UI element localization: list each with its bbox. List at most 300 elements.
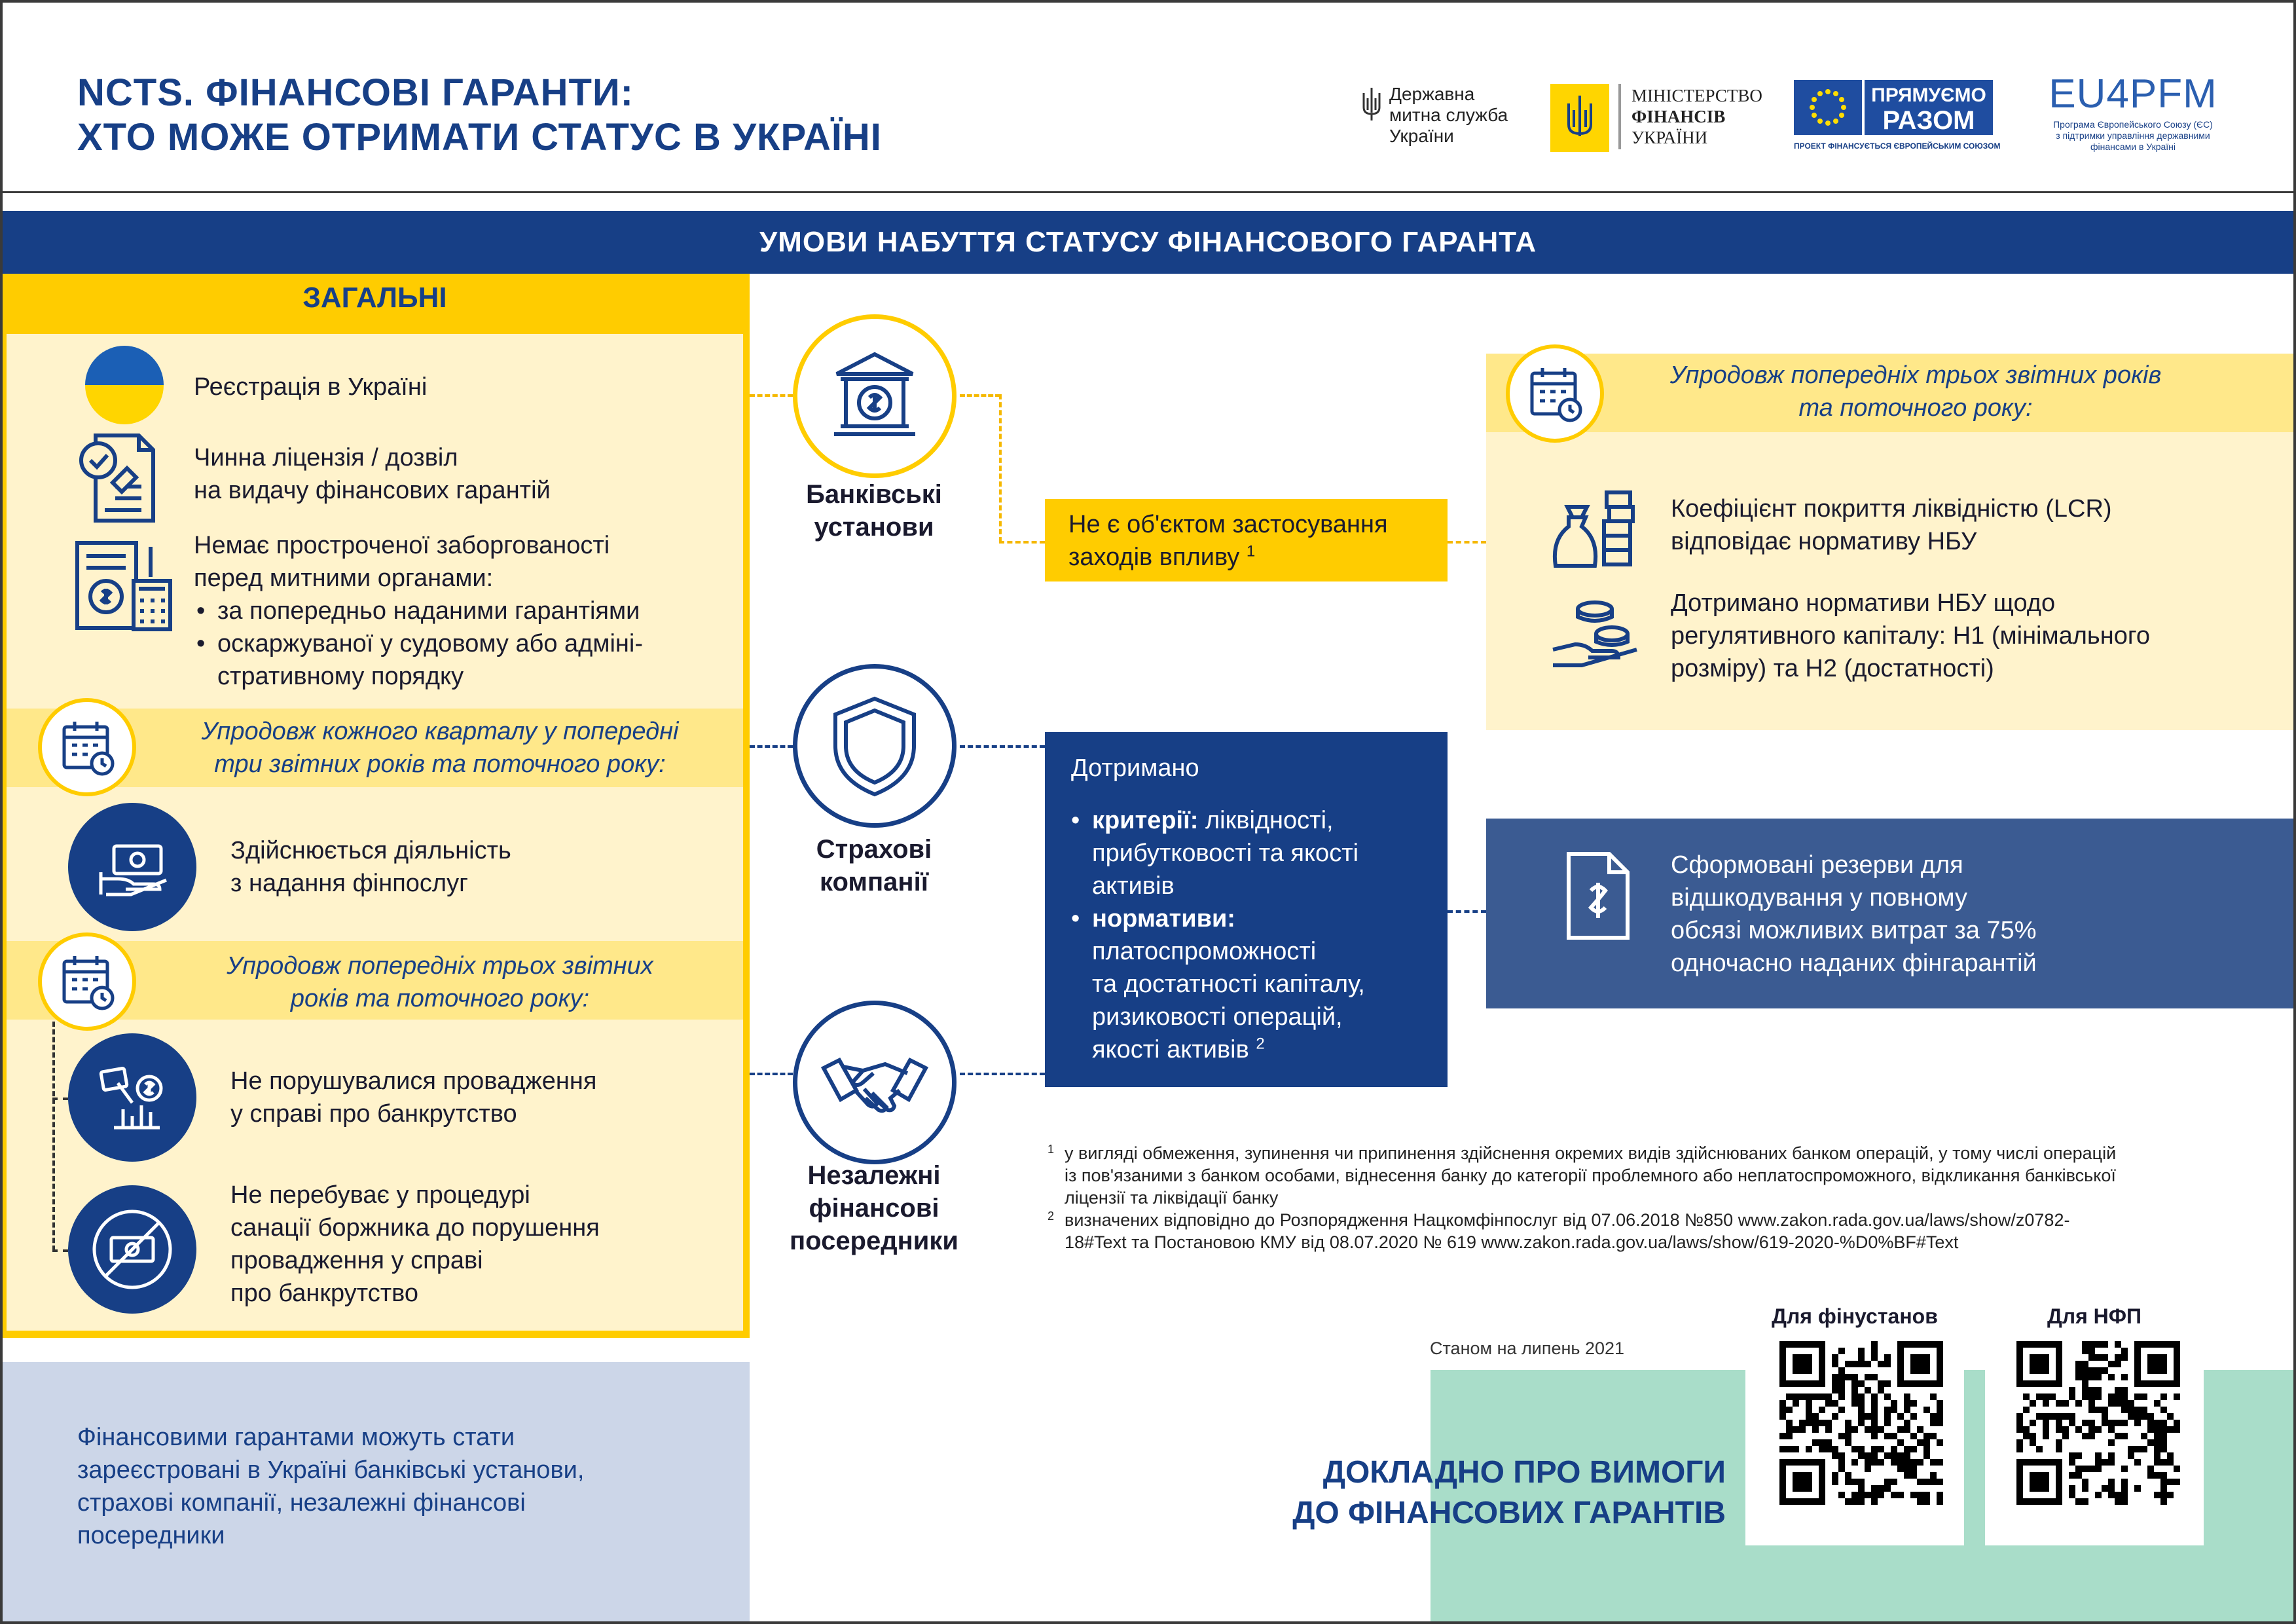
qr-module: [2134, 1485, 2141, 1492]
qr-module: [1779, 1407, 1786, 1413]
money-bag-coins-icon: [1549, 481, 1641, 572]
qr-module: [1825, 1420, 1832, 1426]
calendar-icon-2: [38, 932, 136, 1031]
qr-module: [1819, 1407, 1825, 1413]
qr-module: [1845, 1374, 1851, 1380]
summary-text: Фінансовими гарантами можуть стати зареєстровані в Україні банківські установи, страхові компанії, незалежні фінансові посередники: [77, 1424, 585, 1549]
qr-module: [1838, 1492, 1845, 1498]
criteria-item: • критерії: ліквідності, прибутковості та якості активів: [1071, 804, 1421, 902]
qr-module: [2121, 1420, 2128, 1426]
qr-module: [2082, 1348, 2088, 1354]
qr-module: [2023, 1407, 2030, 1413]
qr-module: [2069, 1393, 2075, 1400]
connector-line: [750, 394, 793, 397]
qr-module: [1838, 1387, 1845, 1393]
qr-module: [1858, 1446, 1865, 1452]
qr-module: [2121, 1492, 2128, 1498]
qr-module: [1825, 1393, 1832, 1400]
qr-module: [2062, 1413, 2069, 1420]
connector-line: [1448, 541, 1486, 544]
qr-module: [2121, 1348, 2128, 1354]
qr-module: [2154, 1400, 2160, 1407]
qr-module: [2095, 1374, 2102, 1380]
qr-module: [1897, 1492, 1904, 1498]
qr-module: [1812, 1426, 1819, 1433]
qr-module: [2069, 1452, 2075, 1459]
qr-module: [2082, 1485, 2088, 1492]
qr-module: [2108, 1426, 2115, 1433]
qr-module: [2095, 1393, 2102, 1400]
eu-flag-icon: [1794, 80, 1862, 135]
qr-module: [2174, 1426, 2180, 1433]
qr-module: [1858, 1407, 1865, 1413]
qr-module: [1930, 1413, 1937, 1420]
reserves-text: Сформовані резерви для відшкодування у повному обсязі можливих витрат за 75% одночасно наданих фінгарантій: [1671, 851, 2037, 977]
qr-module: [1825, 1426, 1832, 1433]
qr-module: [1858, 1452, 1865, 1459]
qr-module: [1812, 1413, 1819, 1420]
qr-module: [1871, 1400, 1878, 1407]
qr-module: [1923, 1498, 1930, 1505]
qr-module: [1793, 1426, 1799, 1433]
qr-module: [1923, 1433, 1930, 1439]
header-divider: [0, 191, 2296, 193]
qr-module: [2167, 1413, 2174, 1420]
qr-module: [1858, 1485, 1865, 1492]
connector-line: [999, 541, 1045, 544]
qr-module: [1851, 1479, 1858, 1485]
qr-module: [1812, 1420, 1819, 1426]
qr-module: [2121, 1407, 2128, 1413]
qr-module: [1819, 1420, 1825, 1426]
qr-module: [1937, 1407, 1943, 1413]
qr-module: [1806, 1393, 1812, 1400]
qr-module: [2082, 1380, 2088, 1387]
qr-module: [2095, 1407, 2102, 1413]
qr-module: [2160, 1393, 2167, 1400]
qr-module: [2167, 1492, 2174, 1498]
qr-module: [2088, 1433, 2095, 1439]
qr-module: [2160, 1433, 2167, 1439]
norms-item: • нормативи: платоспроможності та достатності капіталу, ризиковості операцій, якості активів $^2$: [1071, 902, 1421, 1066]
qr-module: [1786, 1446, 1793, 1452]
qr-module: [1865, 1492, 1871, 1498]
qr-module: [1937, 1479, 1943, 1485]
qr-module: [1845, 1472, 1851, 1479]
qr-module: [2016, 1420, 2023, 1426]
qr-module: [2147, 1439, 2154, 1446]
qr-module: [1910, 1413, 1917, 1420]
qr-module: [1904, 1426, 1910, 1433]
qr-module: [2160, 1485, 2167, 1492]
qr-module: [2147, 1472, 2154, 1479]
qr-module: [2095, 1452, 2102, 1459]
qr-module: [2141, 1413, 2147, 1420]
qr-code-fin[interactable]: [1779, 1341, 1969, 1531]
qr-module: [2102, 1413, 2108, 1420]
qr-module: [2115, 1420, 2121, 1426]
ukraine-flag-icon: [85, 346, 164, 424]
qr-module: [1838, 1466, 1845, 1472]
qr-module: [1865, 1426, 1871, 1433]
qr-module: [1871, 1393, 1878, 1400]
no-sanctions-box: Не є об'єктом застосування заходів впливу $^1$: [1045, 499, 1448, 581]
connector-line: [960, 745, 1045, 748]
qr-module: [2108, 1459, 2115, 1466]
qr-module: [1878, 1485, 1884, 1492]
qr-module: [2115, 1341, 2121, 1348]
qr-module: [2095, 1387, 2102, 1393]
qr-module: [1806, 1400, 1812, 1407]
qr-module: [2095, 1426, 2102, 1433]
qr-module: [1884, 1479, 1891, 1485]
qr-module: [2154, 1439, 2160, 1446]
ministry-emblem-icon: [1550, 84, 1609, 152]
qr-module: [1832, 1380, 1838, 1387]
qr-module: [2115, 1393, 2121, 1400]
qr-module: [2121, 1433, 2128, 1439]
qr-module: [1891, 1492, 1897, 1498]
qr-module: [2134, 1413, 2141, 1420]
qr-module: [1878, 1361, 1884, 1367]
qr-module: [1838, 1348, 1845, 1354]
connector-line: [52, 1249, 68, 1252]
qr-module: [2088, 1348, 2095, 1354]
bankruptcy-gavel-icon: [68, 1033, 196, 1162]
qr-module: [2023, 1393, 2030, 1400]
connector-line: [1448, 910, 1486, 913]
qr-module: [2088, 1407, 2095, 1413]
qr-module: [1806, 1446, 1812, 1452]
qr-module: [2095, 1466, 2102, 1472]
qr-module: [2056, 1426, 2062, 1433]
qr-module: [2056, 1446, 2062, 1452]
eu4pfm-logo: EU4PFM Програма Європейського Союзу (ЄС) з підтримки управління державними фінансами в Україні: [2049, 71, 2217, 152]
qr-module: [2121, 1485, 2128, 1492]
qr-module: [2108, 1374, 2115, 1380]
qr-module: [1878, 1459, 1884, 1466]
qr-module: [2115, 1400, 2121, 1407]
qr-module: [2069, 1492, 2075, 1498]
financial-service-icon: [68, 803, 196, 931]
qr-module: [1819, 1446, 1825, 1452]
qr-module: [2075, 1498, 2082, 1505]
qr-module: [1779, 1413, 1786, 1420]
qr-module: [1865, 1452, 1871, 1459]
nfi-label: Незалежні фінансові посередники: [790, 1161, 958, 1255]
qr-module: [2088, 1387, 2095, 1393]
document-dollar-icon: [1562, 850, 1634, 942]
qr-module: [2134, 1420, 2141, 1426]
qr-module: [2056, 1439, 2062, 1446]
qr-module: [1819, 1439, 1825, 1446]
qr-module: [2115, 1361, 2121, 1367]
qr-module: [2160, 1498, 2167, 1505]
qr-module: [1878, 1380, 1884, 1387]
qr-module: [2121, 1393, 2128, 1400]
qr-module: [2095, 1367, 2102, 1374]
qr-module: [1779, 1433, 1786, 1439]
qr-module: [1904, 1400, 1910, 1407]
qr-code-nfp[interactable]: [2016, 1341, 2206, 1531]
qr-module: [1845, 1426, 1851, 1433]
qr-module: [1897, 1459, 1904, 1466]
qr-module: [1865, 1459, 1871, 1466]
qr-module: [1891, 1446, 1897, 1452]
qr-module: [2115, 1354, 2121, 1361]
qr-module: [1845, 1361, 1851, 1367]
qr-module: [1884, 1433, 1891, 1439]
qr-module: [1884, 1485, 1891, 1492]
qr-module: [1838, 1380, 1845, 1387]
qr-module: [1858, 1400, 1865, 1407]
qr-module: [2174, 1466, 2180, 1472]
qr-module: [2160, 1446, 2167, 1452]
qr-module: [1825, 1439, 1832, 1446]
qr-module: [1838, 1374, 1845, 1380]
qr-module: [1819, 1393, 1825, 1400]
qr-module: [1937, 1420, 1943, 1426]
qr-module: [1799, 1426, 1806, 1433]
trident-icon: [1360, 86, 1383, 122]
qr-module: [2082, 1433, 2088, 1439]
qr-module: [1884, 1407, 1891, 1413]
qr-module: [1897, 1439, 1904, 1446]
qr-module: [1858, 1393, 1865, 1400]
qr-module: [2108, 1485, 2115, 1492]
qr-module: [2108, 1479, 2115, 1485]
hand-coins-icon: [1549, 597, 1641, 676]
general-heading: ЗАГАЛЬНІ: [302, 282, 447, 314]
qr-module: [2043, 1400, 2049, 1407]
qr-label-nfp: Для НФП: [2047, 1304, 2142, 1328]
qr-module: [1779, 1446, 1786, 1452]
connector-line: [750, 1073, 793, 1075]
qr-module: [2174, 1393, 2180, 1400]
qr-module: [2108, 1492, 2115, 1498]
connector-line: [750, 745, 793, 748]
qr-module: [2069, 1472, 2075, 1479]
qr-module: [1812, 1439, 1819, 1446]
qr-module: [2082, 1393, 2088, 1400]
qr-module: [2147, 1426, 2154, 1433]
qr-module: [1832, 1354, 1838, 1361]
qr-module: [2062, 1400, 2069, 1407]
qr-module: [2095, 1459, 2102, 1466]
qr-module: [1786, 1407, 1793, 1413]
qr-module: [2036, 1413, 2043, 1420]
qr-module: [2160, 1459, 2167, 1466]
qr-module: [1923, 1452, 1930, 1459]
qr-module: [1910, 1433, 1917, 1439]
qr-module: [1910, 1492, 1917, 1498]
qr-module: [1878, 1492, 1884, 1498]
qr-module: [2043, 1420, 2049, 1426]
qr-module: [2147, 1413, 2154, 1420]
qr-module: [1904, 1466, 1910, 1472]
qr-module: [1851, 1393, 1858, 1400]
footnotes: 1 у вигляді обмеження, зупинення чи припинення здійснення окремих видів здійснюваних банком операцій, у тому числі операцій із пов'язаними з банком особами, віднесення банку до категорії проблемного або неплатоспроможного, відкликання банківської ліцензії та ліквідації банку 2 визначених відповідно до Розпорядження Нацкомфінпослуг від 07.06.2018 №850 www.zakon.rada.gov.ua/laws/show/z0782- 18#Text та Постановою КМУ від 08.07.2020 № 619 www.zakon.rada.gov.ua/laws/show/619-2020-%D0%BF#Text: [1048, 1143, 2117, 1252]
qr-module: [1878, 1446, 1884, 1452]
qr-module: [1871, 1407, 1878, 1413]
calendar-icon-3: [1506, 344, 1604, 443]
qr-module: [1871, 1446, 1878, 1452]
qr-module: [1930, 1479, 1937, 1485]
qr-module: [1904, 1420, 1910, 1426]
qr-module: [1917, 1439, 1923, 1446]
qr-module: [2160, 1426, 2167, 1433]
qr-module: [1838, 1393, 1845, 1400]
qr-module: [1812, 1393, 1819, 1400]
qr-module: [2134, 1407, 2141, 1413]
qr-module: [2088, 1341, 2095, 1348]
qr-label-fin: Для фінустанов: [1772, 1304, 1938, 1328]
qr-module: [1871, 1413, 1878, 1420]
qr-module: [1806, 1420, 1812, 1426]
connector-line: [52, 1098, 68, 1100]
qr-module: [1858, 1498, 1865, 1505]
qr-module: [2075, 1466, 2082, 1472]
qr-module: [2088, 1420, 2095, 1426]
qr-module: [2160, 1479, 2167, 1485]
bank-years-subhead: Упродовж попередніх трьох звітних років та поточного року:: [1669, 361, 2162, 422]
qr-module: [2062, 1426, 2069, 1433]
qr-module: [1786, 1393, 1793, 1400]
qr-module: [1937, 1439, 1943, 1446]
qr-module: [1851, 1380, 1858, 1387]
qr-module: [2115, 1492, 2121, 1498]
qr-module: [1923, 1407, 1930, 1413]
bank-icon: [793, 314, 957, 478]
qr-module: [1851, 1446, 1858, 1452]
qr-module: [1838, 1459, 1845, 1466]
qr-module: [2141, 1433, 2147, 1439]
qr-module: [1937, 1413, 1943, 1420]
qr-module: [1832, 1479, 1838, 1485]
qr-module: [2121, 1498, 2128, 1505]
qr-module: [2160, 1420, 2167, 1426]
qr-module: [1884, 1354, 1891, 1361]
qr-module: [2141, 1393, 2147, 1400]
qr-module: [2082, 1367, 2088, 1374]
qr-module: [2069, 1413, 2075, 1420]
license-document-icon: [76, 429, 168, 527]
qr-module: [2121, 1354, 2128, 1361]
qr-module: [1851, 1492, 1858, 1498]
qr-module: [2016, 1426, 2023, 1433]
qr-module: [2134, 1393, 2141, 1400]
qr-module: [2167, 1426, 2174, 1433]
qr-module: [2141, 1407, 2147, 1413]
activity-text: Здійснюється діяльність з надання фінпослуг: [230, 837, 511, 897]
qr-module: [2128, 1413, 2134, 1420]
qr-module: [1858, 1354, 1865, 1361]
no-sanation-icon: [68, 1185, 196, 1314]
qr-module: [2030, 1439, 2036, 1446]
qr-module: [2016, 1439, 2023, 1446]
qr-module: [1923, 1439, 1930, 1446]
qr-module: [1930, 1420, 1937, 1426]
qr-module: [2082, 1361, 2088, 1367]
qr-module: [2075, 1361, 2082, 1367]
qr-module: [1799, 1420, 1806, 1426]
qr-module: [1884, 1413, 1891, 1420]
calendar-icon: [38, 698, 136, 796]
qr-module: [2016, 1413, 2023, 1420]
qr-module: [1871, 1492, 1878, 1498]
qr-module: [1832, 1446, 1838, 1452]
qr-module: [1871, 1485, 1878, 1492]
qr-module: [1884, 1420, 1891, 1426]
qr-module: [1904, 1446, 1910, 1452]
qr-module: [2069, 1485, 2075, 1492]
qr-module: [2082, 1420, 2088, 1426]
lcr-text: Коефіцієнт покриття ліквідністю (LCR) відповідає нормативу НБУ: [1671, 495, 2112, 555]
qr-module: [1871, 1341, 1878, 1348]
qr-module: [2056, 1420, 2062, 1426]
qr-module: [1858, 1492, 1865, 1498]
no-debt-text: Немає простроченої заборгованості перед митними органами: • за попередньо наданими гарантіями • оскаржуваної у судовому або адміні- стративному порядку: [194, 532, 643, 690]
qr-module: [1917, 1426, 1923, 1433]
qr-module: [2075, 1426, 2082, 1433]
qr-module: [1845, 1433, 1851, 1439]
qr-module: [1793, 1400, 1799, 1407]
qr-module: [2128, 1452, 2134, 1459]
qr-module: [1851, 1459, 1858, 1466]
qr-module: [1851, 1426, 1858, 1433]
qr-module: [2108, 1400, 2115, 1407]
qr-module: [1806, 1407, 1812, 1413]
qr-module: [2108, 1361, 2115, 1367]
qr-module: [2023, 1433, 2030, 1439]
qr-module: [2069, 1387, 2075, 1393]
qr-module: [1832, 1400, 1838, 1407]
qr-module: [2121, 1387, 2128, 1393]
qr-module: [2043, 1426, 2049, 1433]
connector-line: [960, 1073, 1045, 1075]
qr-module: [1838, 1367, 1845, 1374]
qr-module: [1871, 1426, 1878, 1433]
qr-module: [2102, 1354, 2108, 1361]
qr-module: [1845, 1420, 1851, 1426]
qr-module: [2174, 1420, 2180, 1426]
qr-module: [2023, 1426, 2030, 1433]
qr-module: [1825, 1446, 1832, 1452]
qr-module: [2043, 1413, 2049, 1420]
qr-module: [1799, 1393, 1806, 1400]
qr-module: [2062, 1433, 2069, 1439]
qr-module: [2154, 1420, 2160, 1426]
qr-module: [2108, 1452, 2115, 1459]
compliance-box: Дотримано • критерії: ліквідності, прибутковості та якості активів • нормативи: платоспроможності та достатності капіталу, ризиковості операцій, якості активів $^2$: [1045, 732, 1448, 1087]
qr-module: [1858, 1479, 1865, 1485]
qr-module: [2030, 1433, 2036, 1439]
qr-module: [2102, 1485, 2108, 1492]
qr-module: [1851, 1400, 1858, 1407]
qr-module: [1923, 1492, 1930, 1498]
qr-module: [2160, 1439, 2167, 1446]
qr-module: [1891, 1479, 1897, 1485]
qr-module: [1858, 1380, 1865, 1387]
qr-module: [1832, 1374, 1838, 1380]
qr-module: [2088, 1400, 2095, 1407]
qr-module: [2121, 1374, 2128, 1380]
qr-module: [1871, 1420, 1878, 1426]
qr-module: [1865, 1387, 1871, 1393]
bankruptcy-text: Не порушувалися провадження у справі про банкрутство: [230, 1067, 597, 1128]
qr-module: [1845, 1498, 1851, 1505]
qr-module: [1871, 1354, 1878, 1361]
